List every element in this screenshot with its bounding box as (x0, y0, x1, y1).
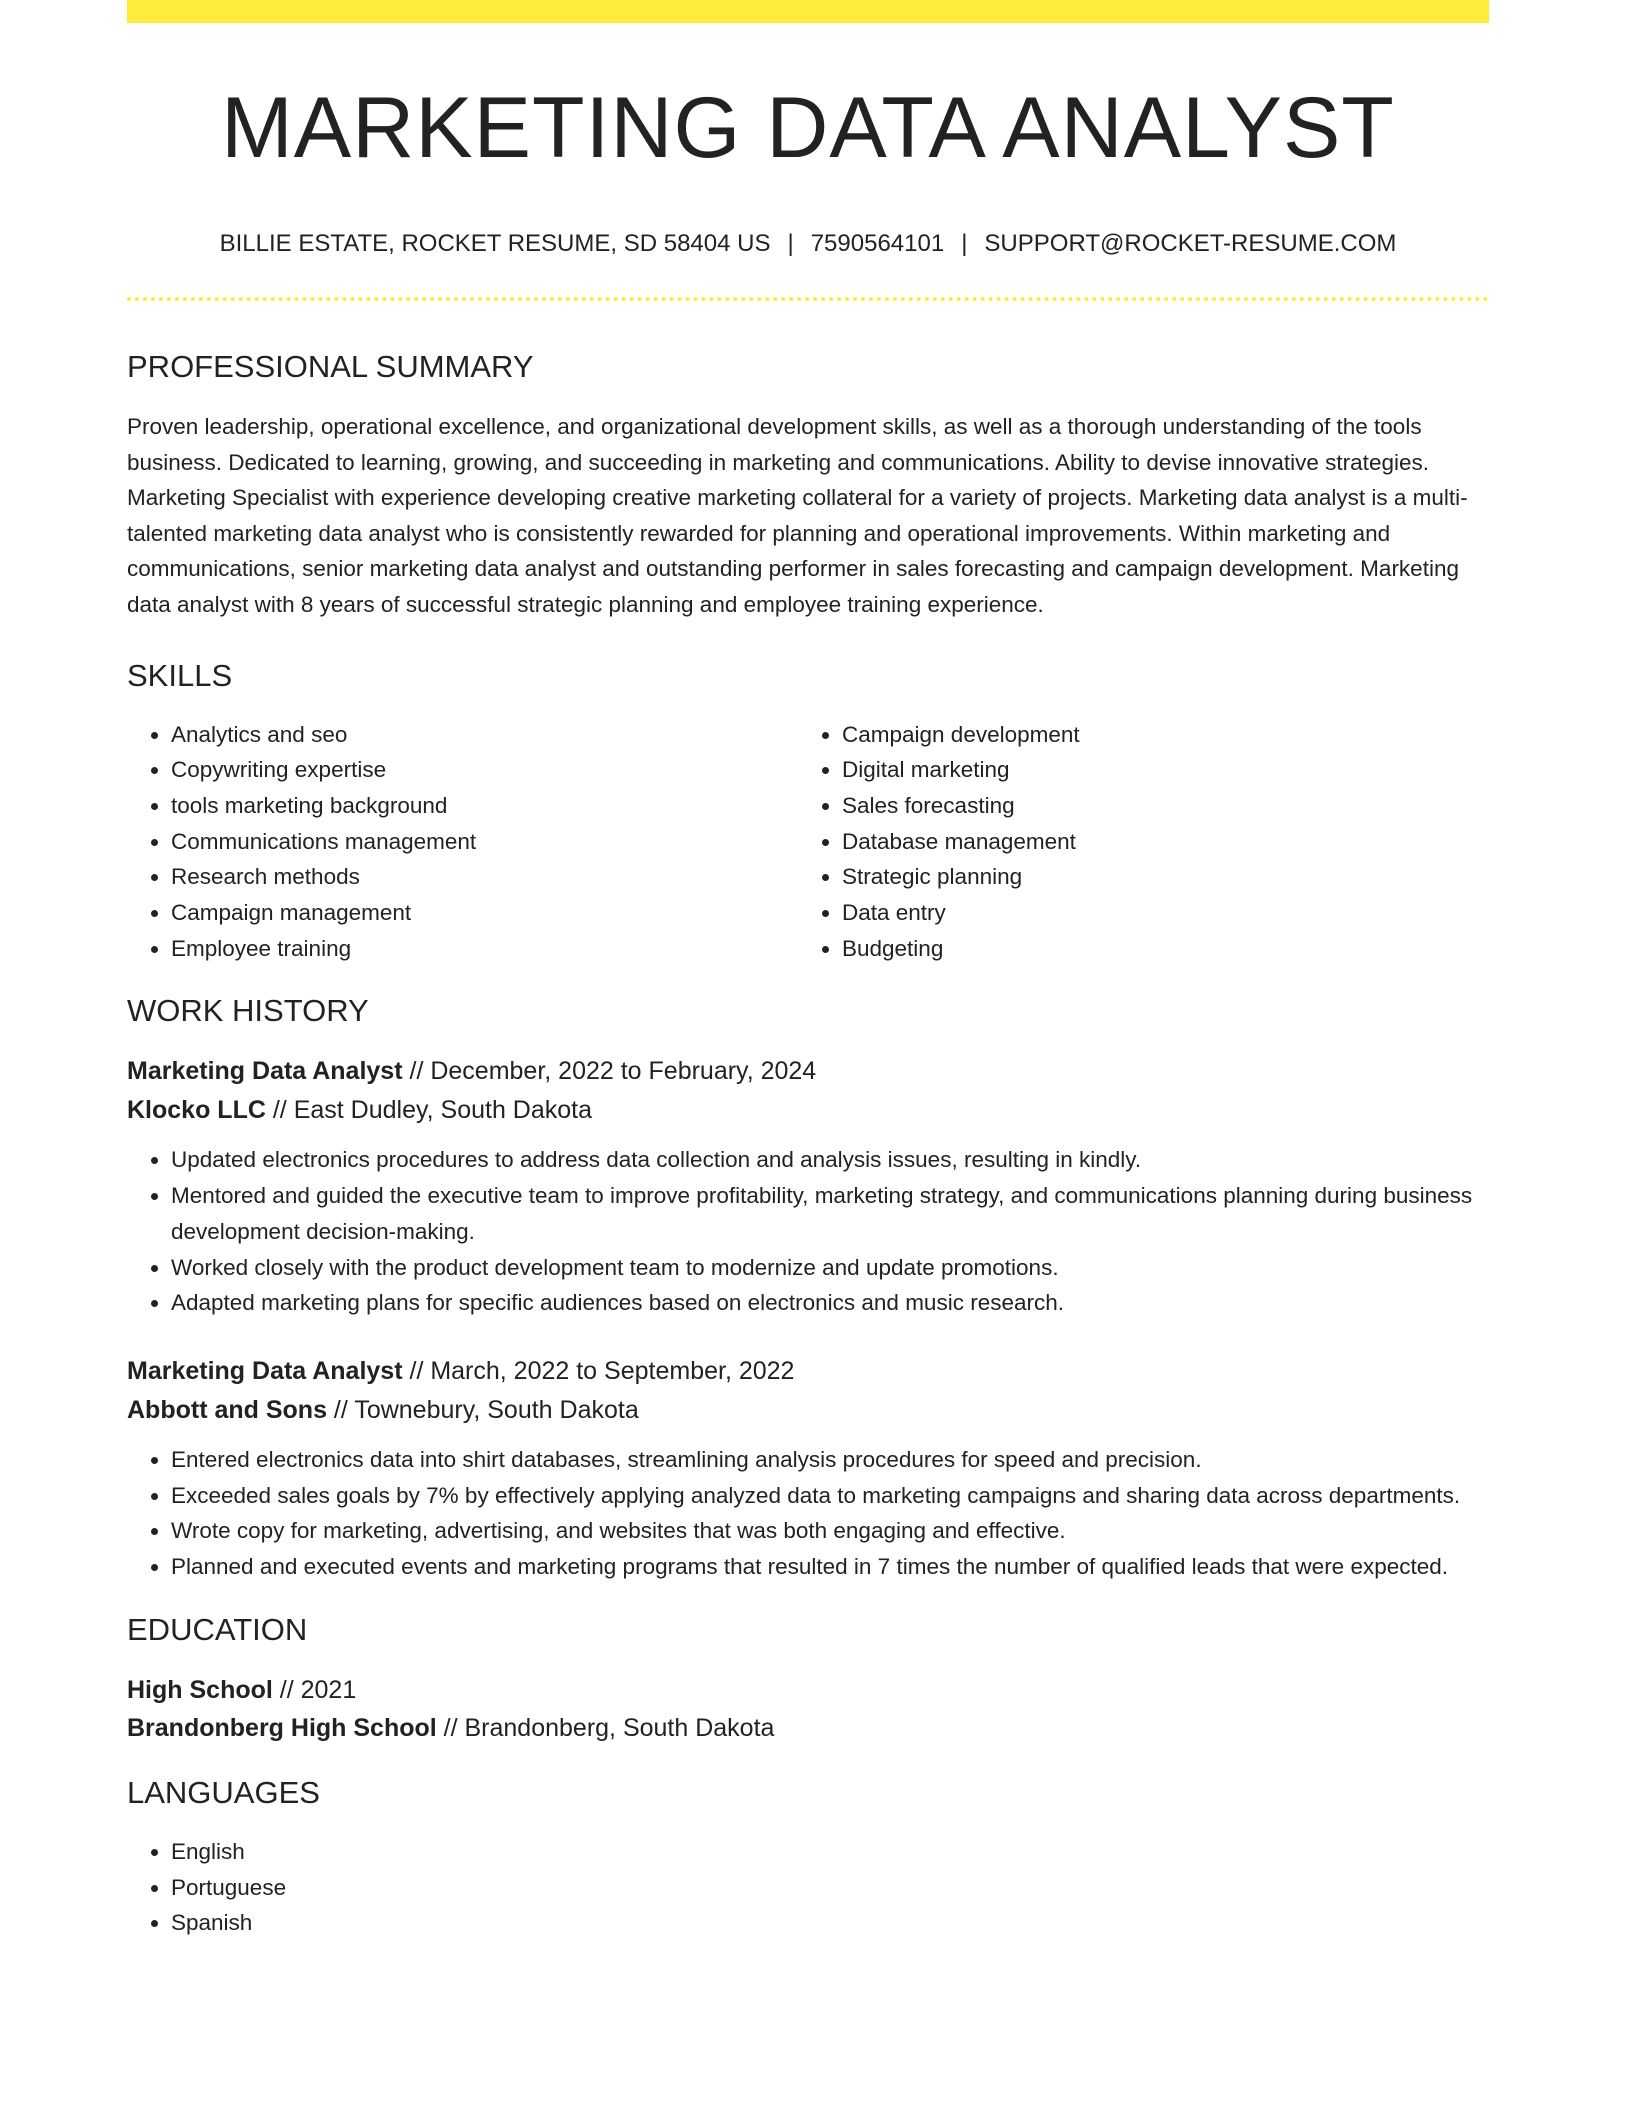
job-company: Abbott and Sons (127, 1395, 327, 1424)
job-bullets (127, 1142, 1489, 1321)
education-entry (127, 1671, 1489, 1748)
job-bullet: • Wrote copy for marketing, advertising, and websites that was both engaging and effective. (171, 1513, 1489, 1549)
job-entry (127, 1352, 1489, 1585)
job-title-line (127, 1052, 1489, 1091)
contact-separator: | (787, 230, 794, 257)
skill-item: • Campaign development (842, 717, 1469, 753)
skill-item: • Database management (842, 824, 1469, 860)
skill-item: • tools marketing background (171, 788, 798, 824)
contact-separator: | (961, 230, 968, 257)
education-degree: High School (127, 1675, 273, 1704)
contact-phone: 7590564101 (810, 230, 945, 257)
skill-item: • Budgeting (842, 931, 1469, 967)
job-bullet: • Updated electronics procedures to address data collection and analysis issues, resulting in kindly. (171, 1142, 1489, 1178)
job-location: // Townebury, South Dakota (326, 1395, 639, 1424)
job-bullet: • Worked closely with the product development team to modernize and update promotions. (171, 1250, 1489, 1286)
accent-top-bar (127, 0, 1489, 23)
job-company: Klocko LLC (127, 1095, 266, 1124)
skill-item: • Digital marketing (842, 752, 1469, 788)
contact-email[interactable]: SUPPORT@ROCKET-RESUME.COM (984, 230, 1397, 257)
skill-item: • Communications management (171, 824, 798, 860)
skill-item: • Campaign management (171, 895, 798, 931)
job-company-line (127, 1391, 1489, 1430)
job-dates: // December, 2022 to February, 2024 (402, 1057, 817, 1086)
education-school-line (127, 1709, 1489, 1748)
job-company-line (127, 1091, 1489, 1130)
language-item: • Portuguese (171, 1870, 1489, 1906)
skills-columns (127, 717, 1489, 967)
job-title-line (127, 1352, 1489, 1391)
education-school: Brandonberg High School (127, 1714, 437, 1743)
skills-list-right (798, 717, 1469, 967)
job-bullet: • Exceeded sales goals by 7% by effectively applying analyzed data to marketing campaigns and sharing data across departments. (171, 1478, 1489, 1514)
languages-list (127, 1834, 1489, 1941)
job-bullets (127, 1442, 1489, 1585)
job-bullet: • Planned and executed events and marketing programs that resulted in 7 times the number of qualified leads that were expected. (171, 1549, 1489, 1585)
language-item: • English (171, 1834, 1489, 1870)
job-bullet: • Adapted marketing plans for specific audiences based on electronics and music research. (171, 1285, 1489, 1321)
language-item: • Spanish (171, 1905, 1489, 1941)
job-entry (127, 1052, 1489, 1321)
resume-page (127, 0, 1489, 1941)
work-history-heading: WORK HISTORY (127, 993, 369, 1029)
skill-item: • Analytics and seo (171, 717, 798, 753)
skill-item: • Employee training (171, 931, 798, 967)
education-heading: EDUCATION (127, 1611, 308, 1647)
page-title: MARKETING DATA ANALYST (221, 80, 1395, 176)
contact-address: BILLIE ESTATE, ROCKET RESUME, SD 58404 US (219, 230, 771, 257)
job-location: // East Dudley, South Dakota (265, 1095, 593, 1124)
summary-heading: PROFESSIONAL SUMMARY (127, 349, 534, 384)
skills-list-left (127, 717, 798, 967)
skill-item: • Data entry (842, 895, 1469, 931)
dotted-divider (127, 297, 1489, 301)
job-title: Marketing Data Analyst (127, 1057, 403, 1086)
languages-heading: LANGUAGES (127, 1774, 320, 1810)
summary-text: Proven leadership, operational excellence, and organizational development skills, as well as a thorough understanding of the tools business. Dedicated to learning, growing, and succeeding in marketing and communications. Ability to devise innovative strategies. Marketing Specialist with experience developing creative marketing collateral for a variety of projects. Marketing data analyst is a multi-talented marketing data analyst who is consistently rewarded for planning and operational improvements. Within marketing and communications, senior marketing data analyst and outstanding performer in sales forecasting and campaign development. Marketing data analyst with 8 years of successful strategic planning and employee training experience. (127, 414, 1468, 617)
job-bullet: • Mentored and guided the executive team to improve profitability, marketing strategy, and communications planning during business development decision-making. (171, 1178, 1489, 1249)
job-dates: // March, 2022 to September, 2022 (402, 1357, 795, 1385)
contact-line (127, 232, 1489, 256)
job-bullet: • Entered electronics data into shirt databases, streamlining analysis procedures for speed and precision. (171, 1442, 1489, 1478)
skills-heading: SKILLS (127, 657, 233, 693)
education-degree-line (127, 1671, 1489, 1710)
skill-item: • Research methods (171, 859, 798, 895)
skill-item: • Copywriting expertise (171, 752, 798, 788)
education-year: // 2021 (272, 1675, 357, 1704)
education-location: // Brandonberg, South Dakota (436, 1714, 775, 1743)
skill-item: • Sales forecasting (842, 788, 1469, 824)
job-title: Marketing Data Analyst (127, 1357, 403, 1385)
skill-item: • Strategic planning (842, 859, 1469, 895)
